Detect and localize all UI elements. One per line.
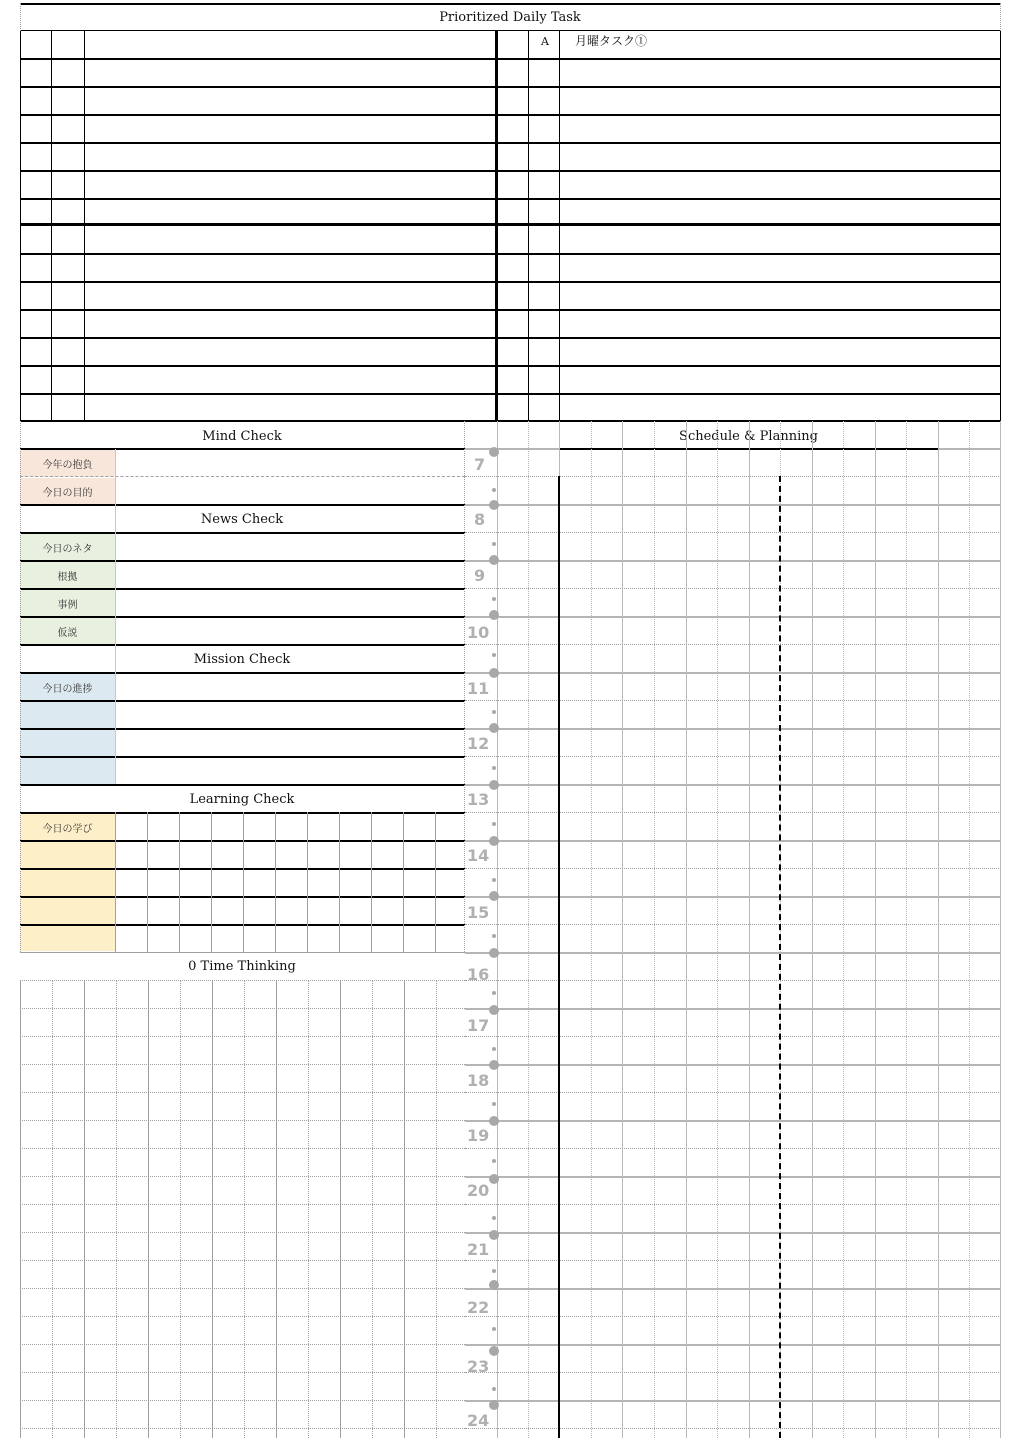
thinking-grid-line: [308, 980, 309, 1438]
hour-label: 23: [467, 1357, 490, 1376]
thinking-grid-line: [20, 1400, 465, 1401]
learning-grid-line: [179, 812, 180, 952]
thinking-grid-line: [20, 1372, 465, 1373]
hour-label: 14: [467, 846, 490, 865]
learning-grid-line: [243, 812, 244, 952]
mind-label-purpose: 今日の目的: [20, 478, 115, 504]
task-column-line: [84, 31, 85, 421]
task-column-line: [51, 31, 52, 421]
news-label-topic: 今日のネタ: [20, 534, 115, 561]
schedule-grid-line: [465, 1232, 1001, 1234]
half-hour-dot: [492, 653, 496, 657]
half-hour-dot: [492, 1216, 496, 1220]
schedule-grid-line: [465, 1176, 1001, 1178]
learning-label-blank: [20, 926, 115, 951]
schedule-grid-line: [686, 421, 687, 1438]
thinking-grid-line: [20, 1036, 465, 1037]
thinking-grid-line: [20, 1092, 465, 1093]
task-column-line: [559, 31, 560, 421]
schedule-grid-line: [465, 1036, 1001, 1037]
table-top-border: [20, 3, 1001, 5]
mission-check-title: Mission Check: [193, 652, 291, 667]
schedule-grid-line: [465, 476, 1001, 477]
schedule-planning-title: Schedule & Planning: [679, 429, 818, 444]
hour-marker-dot: [489, 1230, 499, 1240]
schedule-grid-line: [465, 728, 1001, 730]
section-row-line: [20, 560, 465, 562]
column-line: [1000, 3, 1001, 31]
task-bottom-line: [20, 420, 1001, 422]
hour-marker-dot: [489, 1346, 499, 1356]
task-row-line: [20, 337, 1001, 339]
section-row-line: [20, 476, 465, 477]
mission-label-blank: [20, 702, 115, 729]
zero-time-thinking-title: 0 Time Thinking: [188, 959, 296, 974]
thinking-grid-line: [116, 980, 117, 1438]
schedule-grid-line: [465, 532, 1001, 533]
learning-grid-line: [307, 812, 308, 952]
thinking-grid-line: [404, 980, 405, 1438]
schedule-grid-line: [465, 980, 1001, 981]
schedule-grid-line: [465, 1400, 1001, 1402]
schedule-grid-line: [465, 1092, 1001, 1093]
schedule-grid-line: [465, 756, 1001, 757]
half-hour-dot: [492, 766, 496, 770]
schedule-grid-line: [465, 588, 1001, 589]
page-mid-edge: [464, 421, 465, 952]
task-row-line: [20, 393, 1001, 395]
hour-label: 12: [467, 734, 490, 753]
half-hour-dot: [492, 597, 496, 601]
hour-label: 20: [467, 1181, 490, 1200]
learning-label-lesson: 今日の学び: [20, 814, 115, 841]
schedule-grid-line: [465, 504, 1001, 506]
thinking-grid-line: [20, 980, 465, 981]
hour-marker-dot: [489, 447, 499, 457]
hour-label: 18: [467, 1071, 490, 1090]
thinking-grid-line: [20, 1120, 465, 1121]
schedule-grid-line: [465, 840, 1001, 842]
section-row-line: [20, 672, 465, 674]
thinking-grid-line: [20, 980, 21, 1438]
thinking-grid-line: [20, 1064, 465, 1065]
hour-label: 19: [467, 1126, 490, 1145]
mission-label-blank: [20, 730, 115, 757]
schedule-grid-line: [465, 924, 1001, 925]
schedule-main-divider: [558, 476, 560, 1438]
half-hour-dot: [492, 822, 496, 826]
schedule-grid-line: [465, 1428, 1001, 1429]
task-split-line: [20, 223, 1001, 226]
learning-label-blank: [20, 870, 115, 897]
hour-label: 8: [474, 510, 486, 529]
schedule-grid-line: [875, 421, 876, 1438]
task-center-divider: [495, 31, 498, 421]
schedule-grid-line: [717, 421, 718, 1438]
section-row-line: [20, 756, 465, 758]
thinking-grid-line: [276, 980, 277, 1438]
half-hour-dot: [492, 710, 496, 714]
section-row-line: [20, 588, 465, 590]
task-row-line: [20, 58, 1001, 60]
section-row-line: [20, 504, 465, 506]
schedule-grid-line: [465, 1120, 1001, 1122]
schedule-grid-line: [465, 1316, 1001, 1317]
hour-marker-dot: [489, 891, 499, 901]
learning-grid-line: [371, 812, 372, 952]
schedule-grid-line: [654, 421, 655, 1438]
task-column-line: [528, 31, 529, 421]
hour-marker-dot: [489, 1280, 499, 1290]
thinking-grid-line: [20, 1148, 465, 1149]
half-hour-dot: [492, 1159, 496, 1163]
schedule-grid-line: [465, 1148, 1001, 1149]
schedule-grid-line: [465, 560, 1001, 562]
schedule-grid-line: [622, 421, 623, 1438]
hour-label: 15: [467, 903, 490, 922]
mission-label-blank: [20, 758, 115, 784]
hour-label: 21: [467, 1240, 490, 1259]
half-hour-dot: [492, 1047, 496, 1051]
hour-label: 11: [467, 679, 490, 698]
hour-marker-dot: [489, 555, 499, 565]
thinking-grid-line: [244, 980, 245, 1438]
thinking-grid-line: [20, 1232, 465, 1233]
task-name-cell[interactable]: 月曜タスク①: [575, 34, 648, 48]
task-row-line: [20, 114, 1001, 116]
half-hour-dot: [492, 991, 496, 995]
task-priority-cell[interactable]: A: [541, 35, 549, 48]
page-left-edge: [20, 421, 21, 952]
section-row-line: [20, 728, 465, 730]
learning-grid-line: [211, 812, 212, 952]
thinking-grid-line: [84, 980, 85, 1438]
task-row-line: [20, 365, 1001, 367]
schedule-grid-line: [938, 421, 939, 1438]
thinking-grid-line: [20, 1316, 465, 1317]
hour-label: 16: [467, 965, 490, 984]
section-row-line: [20, 952, 465, 953]
hour-marker-dot: [489, 948, 499, 958]
section-row-line: [20, 700, 465, 702]
schedule-grid-line: [1000, 421, 1001, 1438]
hour-marker-dot: [489, 610, 499, 620]
half-hour-dot: [492, 1387, 496, 1391]
news-label-basis: 根拠: [20, 562, 115, 589]
schedule-grid-line: [591, 421, 592, 1438]
mind-label-resolution: 今年の抱負: [20, 450, 115, 477]
learning-check-title: Learning Check: [189, 792, 295, 807]
schedule-grid-line: [465, 700, 1001, 701]
thinking-grid-line: [212, 980, 213, 1438]
hour-marker-dot: [489, 723, 499, 733]
hour-label: 13: [467, 790, 490, 809]
schedule-grid-line: [465, 784, 1001, 786]
label-column-line: [115, 449, 116, 784]
hour-marker-dot: [489, 1174, 499, 1184]
thinking-grid-line: [340, 980, 341, 1438]
schedule-grid-line: [465, 672, 1001, 674]
section-row-line: [20, 644, 465, 646]
schedule-grid-line: [749, 421, 750, 1438]
section-row-line: [20, 532, 465, 534]
hour-marker-dot: [489, 500, 499, 510]
hour-label: 17: [467, 1016, 490, 1035]
schedule-dashed-divider: [779, 476, 781, 1438]
task-row-line: [20, 170, 1001, 172]
section-row-line: [20, 448, 465, 450]
learning-label-blank: [20, 842, 115, 869]
half-hour-dot: [492, 488, 496, 492]
half-hour-dot: [492, 542, 496, 546]
column-line: [20, 3, 21, 31]
hour-label: 10: [467, 623, 490, 642]
schedule-grid-line: [812, 421, 813, 1438]
learning-grid-line: [115, 812, 116, 952]
half-hour-dot: [492, 1269, 496, 1273]
schedule-grid-line: [528, 421, 529, 1438]
schedule-grid-line: [465, 1288, 1001, 1290]
hour-label: 22: [467, 1298, 490, 1317]
schedule-grid-line: [465, 812, 1001, 813]
hour-marker-dot: [489, 1060, 499, 1070]
schedule-grid-line: [465, 1260, 1001, 1261]
schedule-grid-line: [465, 1064, 1001, 1066]
schedule-grid-line: [465, 868, 1001, 869]
thinking-grid-line: [20, 1260, 465, 1261]
hour-label: 7: [474, 455, 486, 474]
task-row-line: [20, 142, 1001, 144]
schedule-grid-line: [843, 421, 844, 1438]
schedule-grid-line: [465, 896, 1001, 898]
thinking-grid-line: [180, 980, 181, 1438]
hour-marker-dot: [489, 836, 499, 846]
half-hour-dot: [492, 934, 496, 938]
task-column-line: [20, 31, 21, 421]
thinking-grid-line: [20, 1428, 465, 1429]
task-row-line: [20, 281, 1001, 283]
hour-label: 24: [467, 1411, 490, 1430]
news-label-example: 事例: [20, 590, 115, 617]
task-row-line: [20, 253, 1001, 255]
learning-grid-line: [275, 812, 276, 952]
thinking-grid-line: [148, 980, 149, 1438]
schedule-grid-line: [465, 952, 1001, 954]
thinking-grid-line: [20, 1204, 465, 1205]
hour-label: 9: [474, 566, 486, 585]
task-row-line: [20, 198, 1001, 200]
schedule-grid-line: [465, 1372, 1001, 1373]
prioritized-title: Prioritized Daily Task: [439, 10, 581, 25]
schedule-grid-line: [465, 1204, 1001, 1205]
thinking-grid-line: [372, 980, 373, 1438]
learning-grid-line: [435, 812, 436, 952]
hour-marker-dot: [489, 1005, 499, 1015]
learning-grid-line: [339, 812, 340, 952]
schedule-grid-line: [969, 421, 970, 1438]
section-row-line: [20, 784, 465, 786]
schedule-grid-line: [465, 644, 1001, 645]
news-label-hypothesis: 仮説: [20, 618, 115, 645]
half-hour-dot: [492, 1327, 496, 1331]
task-column-line: [1000, 31, 1001, 421]
thinking-grid-line: [436, 980, 437, 1438]
schedule-grid-line: [465, 616, 1001, 618]
learning-grid-line: [403, 812, 404, 952]
mind-check-title: Mind Check: [202, 429, 282, 444]
hour-marker-dot: [489, 1116, 499, 1126]
half-hour-dot: [492, 878, 496, 882]
hour-marker-dot: [489, 1400, 499, 1410]
schedule-grid-line: [465, 1008, 1001, 1010]
task-row-line: [20, 309, 1001, 311]
thinking-grid-line: [20, 1288, 465, 1289]
task-row-line: [20, 86, 1001, 88]
thinking-grid-line: [52, 980, 53, 1438]
thinking-grid-line: [20, 1344, 465, 1345]
rule-line: [20, 30, 1001, 31]
news-check-title: News Check: [200, 512, 284, 527]
thinking-grid-line: [20, 1008, 465, 1009]
learning-grid-line: [147, 812, 148, 952]
hour-marker-dot: [489, 668, 499, 678]
half-hour-dot: [492, 1102, 496, 1106]
thinking-grid-line: [20, 1176, 465, 1177]
hour-marker-dot: [489, 780, 499, 790]
mission-label-progress: 今日の進捗: [20, 674, 115, 701]
learning-label-blank: [20, 898, 115, 925]
schedule-grid-line: [906, 421, 907, 1438]
schedule-grid-line: [465, 1344, 1001, 1346]
section-row-line: [20, 616, 465, 618]
